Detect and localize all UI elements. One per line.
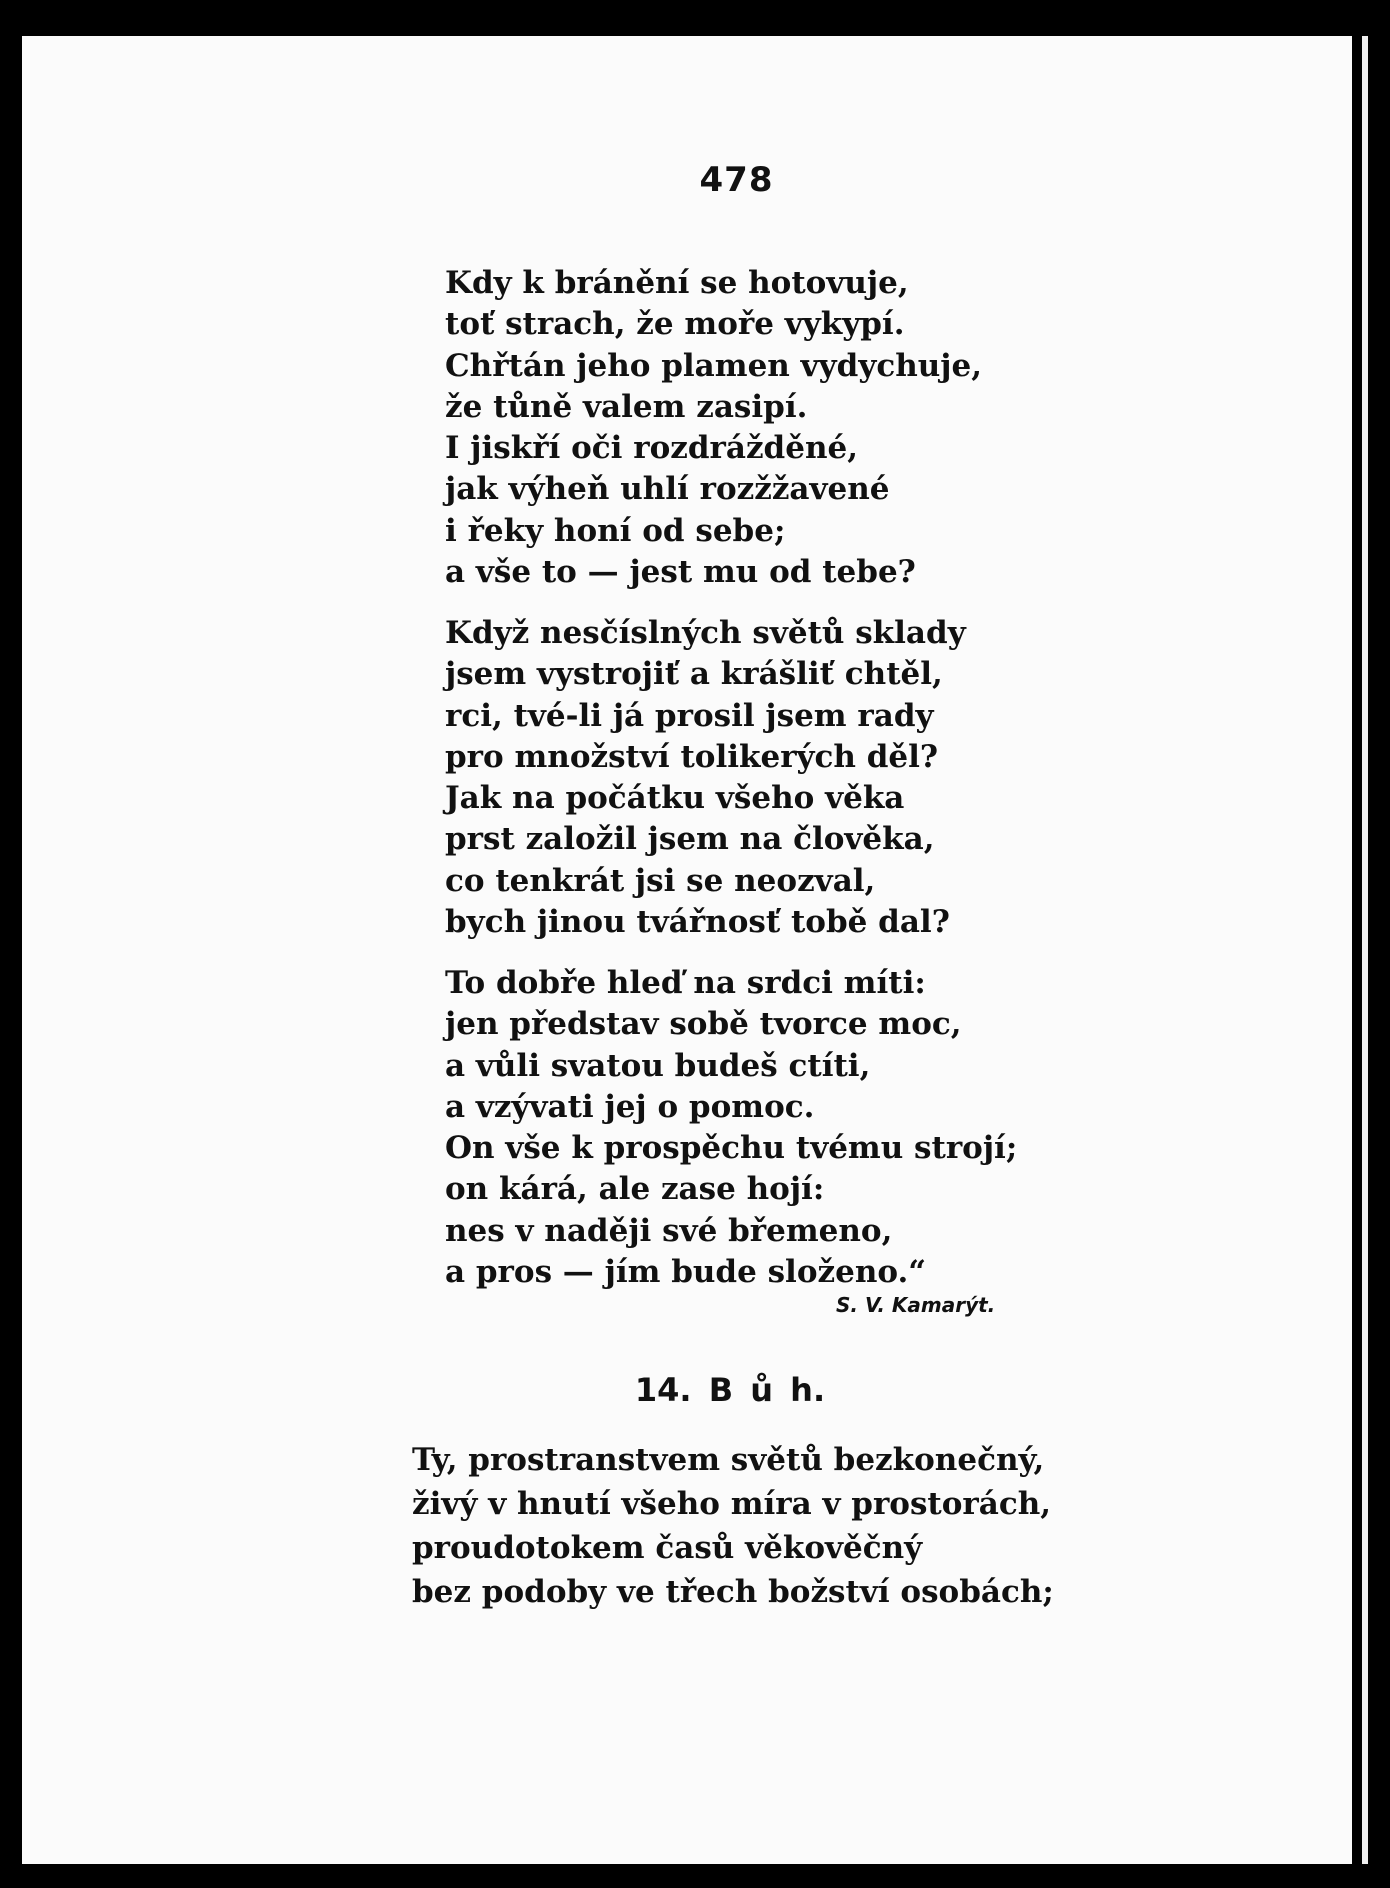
verse-line: On vše k prospěchu tvému strojí; [445, 1130, 1018, 1167]
verse-line: Když nesčíslných světů sklady [445, 615, 966, 651]
section-title: 14. B ů h. [634, 1371, 826, 1409]
verse-line: jsem vystrojiť a krášliť chtěl, [445, 656, 943, 693]
verse-line: on kárá, ale zase hojí: [445, 1171, 825, 1208]
verse-line: a vůli svatou budeš ctíti, [445, 1047, 871, 1084]
verse-line: a vzývati jej o pomoc. [445, 1088, 815, 1125]
verse-line: jak výheň uhlí rozžžavené [445, 471, 890, 508]
verse-line: jen představ sobě tvorce moc, [445, 1006, 962, 1043]
verse-line: rci, tvé-li já prosil jsem rady [445, 697, 934, 734]
verse-line: proudotokem časů věkověčný [412, 1530, 923, 1566]
poem-attribution: S. V. Kamarýt. [836, 1293, 996, 1317]
stanza-2 [445, 613, 966, 943]
verse-line: Chřtán jeho plamen vydychuje, [445, 347, 983, 384]
verse-line: a pros — jím bude složeno.“ [445, 1254, 927, 1291]
page-edge [1362, 36, 1368, 1864]
stanza-4 [412, 1438, 1054, 1614]
verse-line: Ty, prostranstvem světů bezkonečný, [412, 1442, 1045, 1478]
verse-line: bez podoby ve třech božství osobách; [412, 1574, 1054, 1610]
verse-line: To dobře hleď na srdci míti: [445, 965, 926, 1001]
verse-line: toť strach, že moře vykypí. [445, 306, 905, 343]
verse-line: Jak na počátku všeho věka [445, 780, 905, 817]
verse-line: bych jinou tvářnosť tobě dal? [445, 904, 950, 941]
verse-line: a vše to — jest mu od tebe? [445, 554, 916, 591]
verse-line: prst založil jsem na člověka, [445, 821, 935, 858]
verse-line: Kdy k bránění se hotovuje, [445, 265, 909, 301]
verse-line: že tůně valem zasipí. [445, 388, 808, 425]
verse-line: živý v hnutí všeho míra v prostorách, [412, 1486, 1052, 1522]
verse-line: pro množství tolikerých děl? [445, 738, 939, 775]
stanza-3 [445, 963, 1017, 1293]
stanza-1 [445, 263, 982, 593]
verse-line: co tenkrát jsi se neozval, [445, 862, 876, 899]
page-number: 478 [699, 160, 774, 200]
verse-line: nes v naději své břemeno, [445, 1212, 893, 1249]
verse-line: i řeky honí od sebe; [445, 512, 786, 549]
verse-line: I jiskří oči rozdrážděné, [445, 430, 859, 467]
